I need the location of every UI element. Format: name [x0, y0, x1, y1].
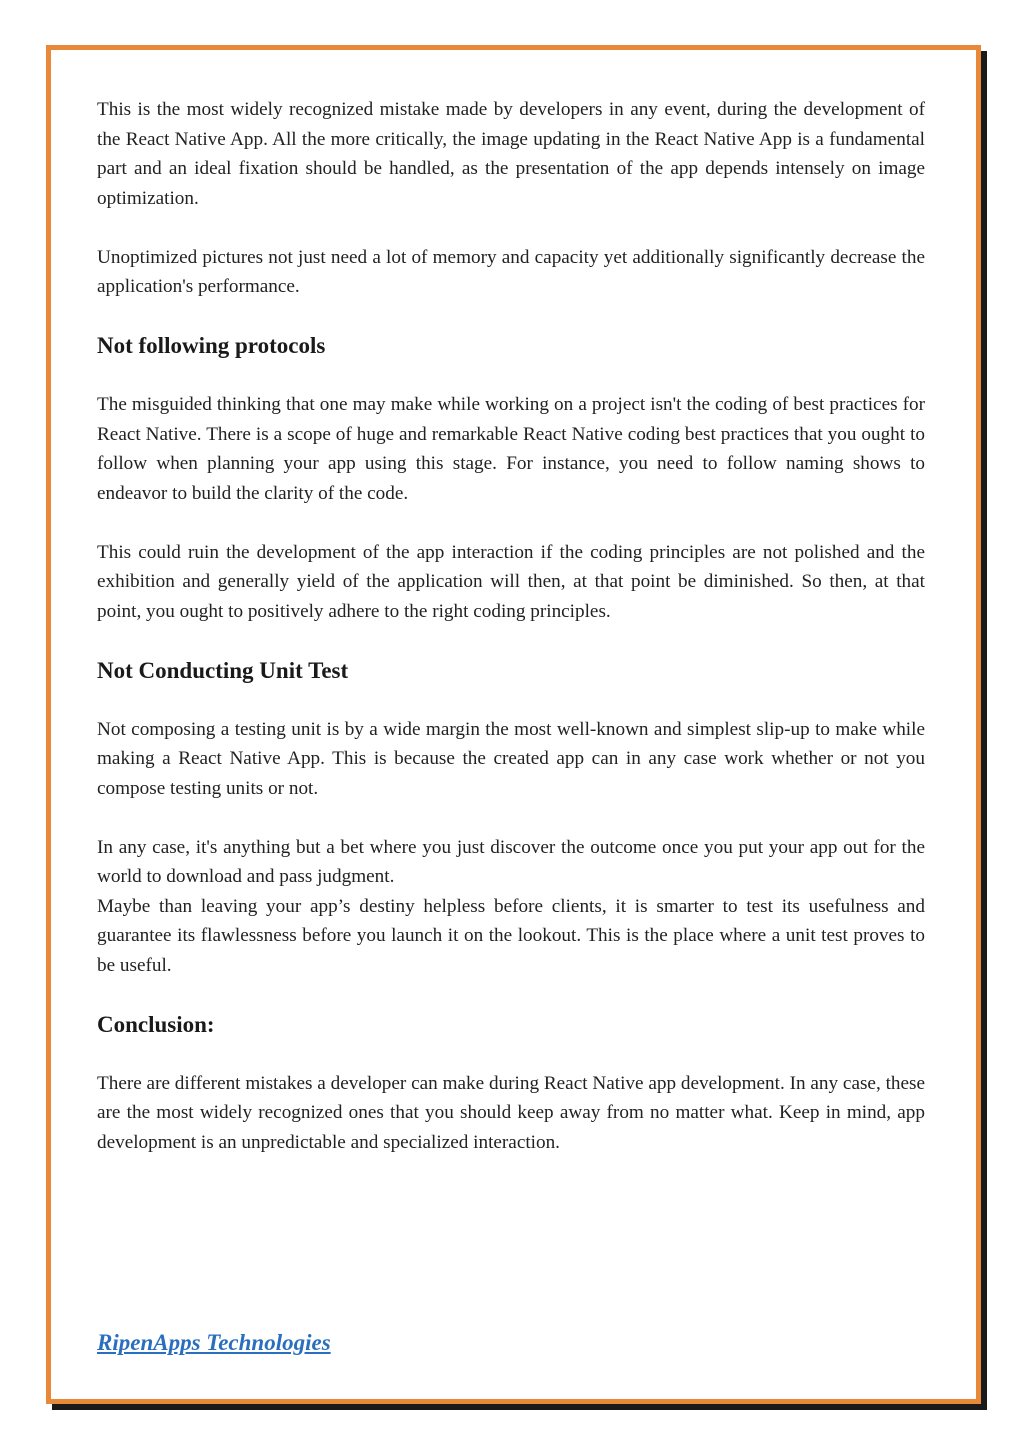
paragraph-app-destiny: Maybe than leaving your app’s destiny helpless before clients, it is smarter to test its usefulness and guarantee its flawlessness before you launch it on the lookout. This is the place where a unit test proves to be useful. [97, 895, 925, 976]
paragraph-conclusion: There are different mistakes a developer can make during React Native app development. In any case, these are the most widely recognized ones that you should keep away from no matter what. Keep in mind, app development is an unpredictable and specialized interaction. [97, 1072, 925, 1153]
paragraph-bet: In any case, it's anything but a bet where you just discover the outcome once you put your app out for the world to download and pass judgment. [97, 836, 925, 887]
heading-not-conducting-unit-test: Not Conducting Unit Test [97, 657, 349, 683]
paragraph-testing-unit: Not composing a testing unit is by a wide margin the most well-known and simplest slip-up to make while making a React Native App. This is because the created app can in any case work whether or not you compose testing units or not. [97, 718, 925, 799]
paragraph-best-practices: The misguided thinking that one may make while working on a project isn't the coding of best practices for React Native. There is a scope of huge and remarkable React Native coding best practices that you ought to follow when planning your app using this stage. For instance, you need to follow naming shows to endeavor to build the clarity of the code. [97, 394, 925, 504]
paragraph-unoptimized-pictures: Unoptimized pictures not just need a lot of memory and capacity yet additionally significantly decrease the application's performance. [97, 246, 925, 297]
heading-not-following-protocols: Not following protocols [97, 333, 326, 358]
paragraph-image-optimization: This is the most widely recognized mistake made by developers in any event, during the development of the React Native App. All the more critically, the image updating in the React Native App is a fundamental part and an ideal fixation should be handled, as the presentation of the app depends intensely on image optimization. [97, 99, 925, 209]
document-body [97, 95, 925, 1157]
paragraph-coding-principles: This could ruin the development of the app interaction if the coding principles are not polished and the exhibition and generally yield of the application will then, at that point be diminished. So then, at that point, you ought to positively adhere to the right coding principles. [97, 541, 925, 622]
heading-conclusion: Conclusion: [97, 1011, 215, 1037]
company-link[interactable]: RipenApps Technologies [97, 1330, 331, 1355]
